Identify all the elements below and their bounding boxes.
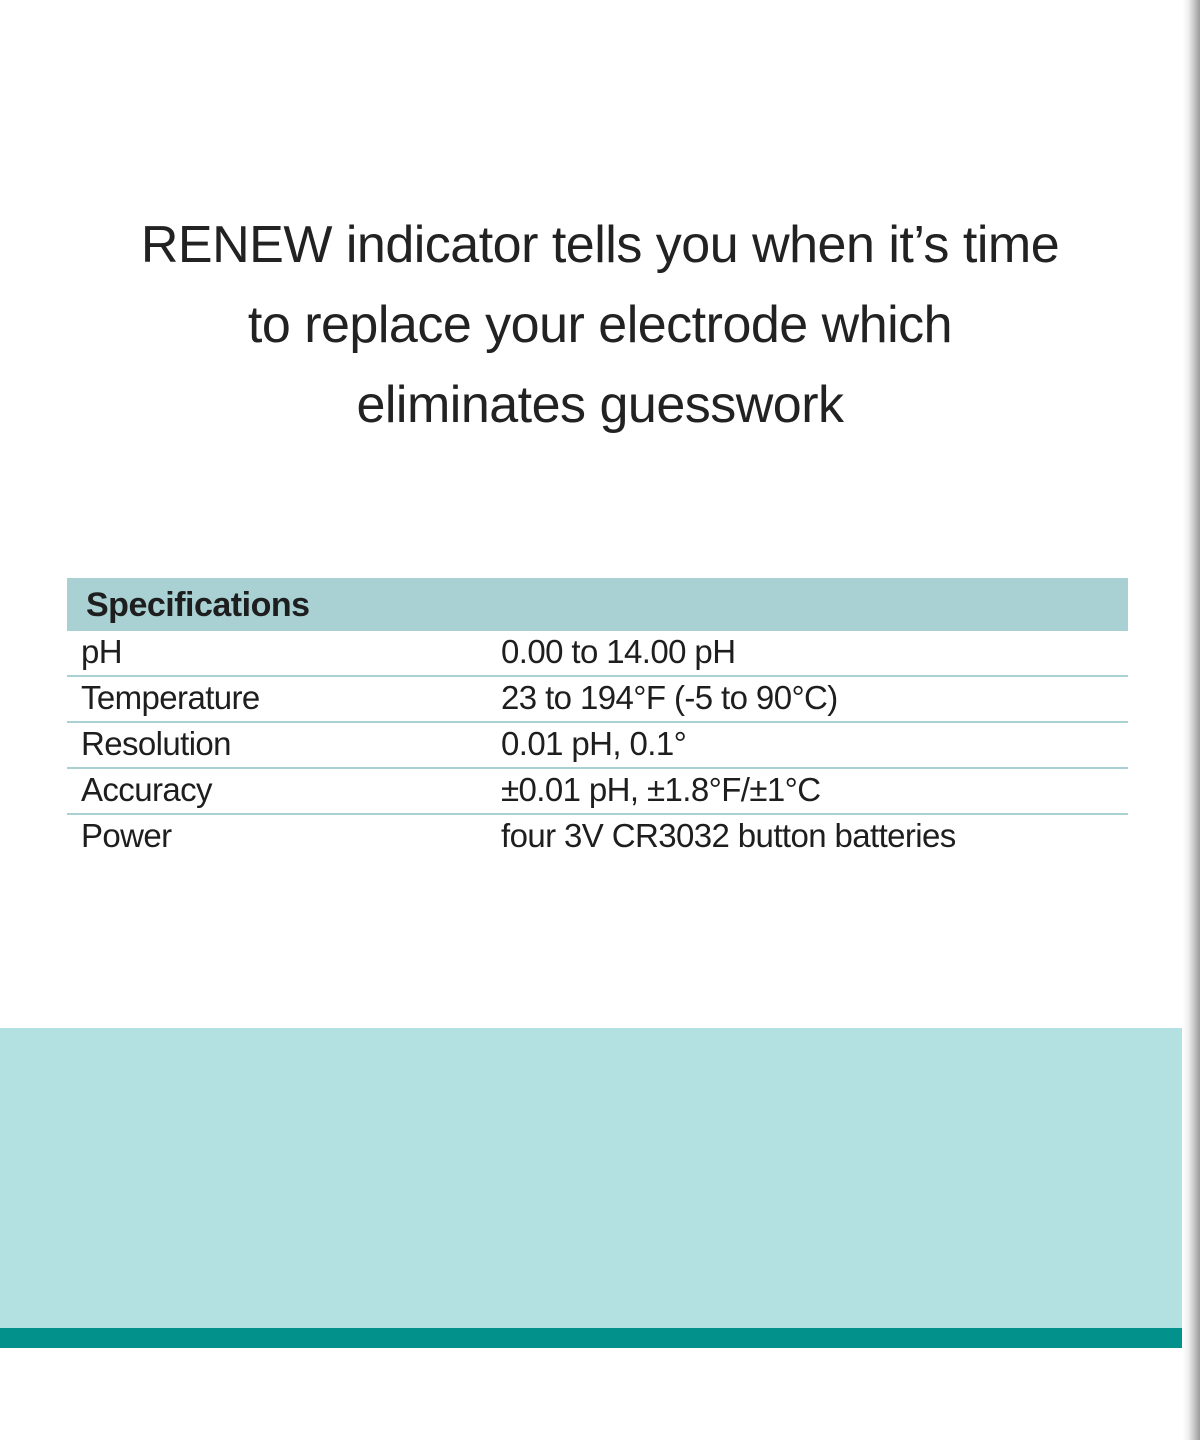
- spec-label: Temperature: [81, 679, 260, 716]
- page-edge-shadow: [1182, 0, 1200, 1440]
- spec-row-ph: [67, 631, 1128, 677]
- spec-value: 0.01 pH, 0.1°: [501, 725, 687, 762]
- spec-value: 0.00 to 14.00 pH: [501, 633, 736, 670]
- specifications-table: [67, 578, 1128, 859]
- tagline: [100, 205, 1100, 445]
- specifications-header: [67, 578, 1128, 631]
- spec-row-temperature: [67, 677, 1128, 723]
- specifications-title: Specifications: [86, 586, 310, 624]
- spec-row-resolution: [67, 723, 1128, 769]
- spec-label: pH: [81, 633, 122, 670]
- tagline-line-1: RENEW indicator tells you when it’s time: [140, 216, 1060, 274]
- spec-value: ±0.01 pH, ±1.8°F/±1°C: [501, 771, 821, 808]
- footer-stripe: [0, 1328, 1182, 1348]
- spec-row-power: [67, 815, 1128, 859]
- spec-value: four 3V CR3032 button batteries: [501, 817, 956, 854]
- spec-label: Accuracy: [81, 771, 212, 808]
- spec-row-accuracy: [67, 769, 1128, 815]
- spec-label: Power: [81, 817, 172, 854]
- footer-color-band: [0, 1028, 1182, 1328]
- tagline-line-2: to replace your electrode which: [247, 296, 953, 354]
- spec-value: 23 to 194°F (-5 to 90°C): [501, 679, 838, 716]
- tagline-line-3: eliminates guesswork: [356, 376, 844, 434]
- spec-label: Resolution: [81, 725, 231, 762]
